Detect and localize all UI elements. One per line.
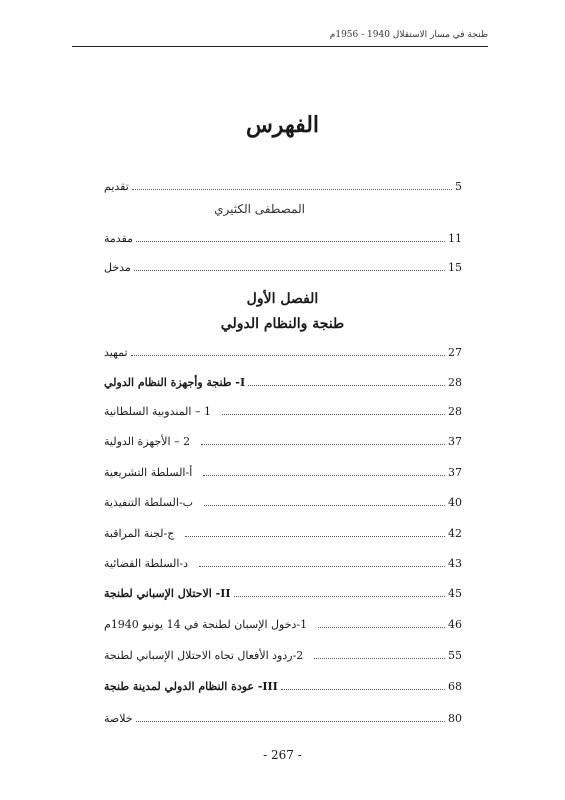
toc-label: تقديم bbox=[104, 179, 129, 193]
toc-row bbox=[104, 372, 462, 392]
dot-leader bbox=[248, 385, 445, 386]
dot-leader bbox=[222, 414, 445, 415]
toc-page-number: 11 bbox=[448, 231, 462, 245]
toc-page-number: 28 bbox=[448, 404, 462, 418]
toc-page-number: 27 bbox=[448, 345, 462, 359]
toc-row bbox=[104, 257, 462, 277]
toc-page-number: 80 bbox=[448, 711, 462, 725]
page-number: - 267 - bbox=[263, 748, 302, 762]
toc-page-number: 45 bbox=[448, 586, 462, 600]
dot-leader bbox=[281, 689, 445, 690]
toc-label: I- طنجة وأجهزة النظام الدولي bbox=[104, 375, 246, 389]
dot-leader bbox=[132, 189, 452, 190]
toc-row bbox=[104, 401, 462, 421]
toc-row bbox=[104, 492, 462, 512]
toc-page-number: 46 bbox=[448, 617, 462, 631]
dot-leader bbox=[134, 270, 445, 271]
dot-leader bbox=[203, 475, 445, 476]
dot-leader bbox=[314, 658, 445, 659]
toc-row bbox=[104, 676, 462, 696]
toc-page-number: 43 bbox=[448, 556, 462, 570]
toc-row bbox=[104, 614, 462, 634]
toc-page-number: 37 bbox=[448, 465, 462, 479]
toc-page-number: 28 bbox=[448, 375, 462, 389]
toc-row bbox=[104, 708, 462, 728]
toc-page-number: 40 bbox=[448, 495, 462, 509]
toc-page-number: 37 bbox=[448, 434, 462, 448]
dot-leader bbox=[318, 627, 445, 628]
toc-row bbox=[104, 553, 462, 573]
toc-page-number: 15 bbox=[448, 260, 462, 274]
toc-label: د-السلطة القضائية bbox=[104, 556, 189, 570]
toc-row bbox=[104, 583, 462, 603]
toc-label: 1 – المندوبية السلطانية bbox=[104, 404, 211, 418]
toc-label: II- الاحتلال الإسباني لطنجة bbox=[104, 586, 231, 600]
toc-row bbox=[104, 645, 462, 665]
toc-label: III- عودة النظام الدولي لمدينة طنجة bbox=[104, 679, 278, 693]
dot-leader bbox=[204, 505, 445, 506]
toc-label: 2 – الأجهزة الدولية bbox=[104, 434, 191, 448]
chapter-title: الفصل الأول bbox=[246, 291, 319, 307]
toc-label: ج-لجنة المراقبة bbox=[104, 526, 175, 540]
chapter-subtitle: طنجة والنظام الدولي bbox=[220, 316, 345, 332]
toc-row bbox=[104, 342, 462, 362]
toc-row bbox=[104, 462, 462, 482]
toc-label: مقدمة bbox=[104, 231, 134, 245]
toc-label: أ-السلطة التشريعية bbox=[104, 465, 193, 479]
toc-label: 1-دخول الإسبان لطنجة في 14 يونيو 1940م bbox=[104, 617, 308, 631]
toc-label: مدخل bbox=[104, 260, 131, 274]
toc-label: 2-ردود الأفعال تجاه الاحتلال الإسباني لطنجة bbox=[104, 648, 304, 662]
running-head: طنجة في مسار الاستقلال 1940 - 1956م bbox=[329, 30, 488, 40]
intro-author: المصطفى الكثيري bbox=[214, 202, 305, 216]
toc-page-number: 5 bbox=[455, 179, 462, 193]
toc-page-number: 42 bbox=[448, 526, 462, 540]
toc-label: ب-السلطة التنفيذية bbox=[104, 495, 194, 509]
toc-row bbox=[104, 176, 462, 196]
dot-leader bbox=[199, 566, 445, 567]
toc-row bbox=[104, 523, 462, 543]
toc-page-number: 55 bbox=[448, 648, 462, 662]
toc-page-number: 68 bbox=[448, 679, 462, 693]
page-title: الفهرس bbox=[245, 112, 320, 138]
toc-label: تمهيد bbox=[104, 345, 128, 359]
toc-row bbox=[104, 228, 462, 248]
dot-leader bbox=[234, 596, 446, 597]
dot-leader bbox=[131, 355, 445, 356]
toc-row bbox=[104, 431, 462, 451]
dot-leader bbox=[136, 241, 445, 242]
toc-label: خلاصة bbox=[104, 711, 133, 725]
dot-leader bbox=[185, 536, 445, 537]
dot-leader bbox=[201, 444, 445, 445]
header-rule bbox=[72, 46, 488, 47]
dot-leader bbox=[136, 721, 445, 722]
